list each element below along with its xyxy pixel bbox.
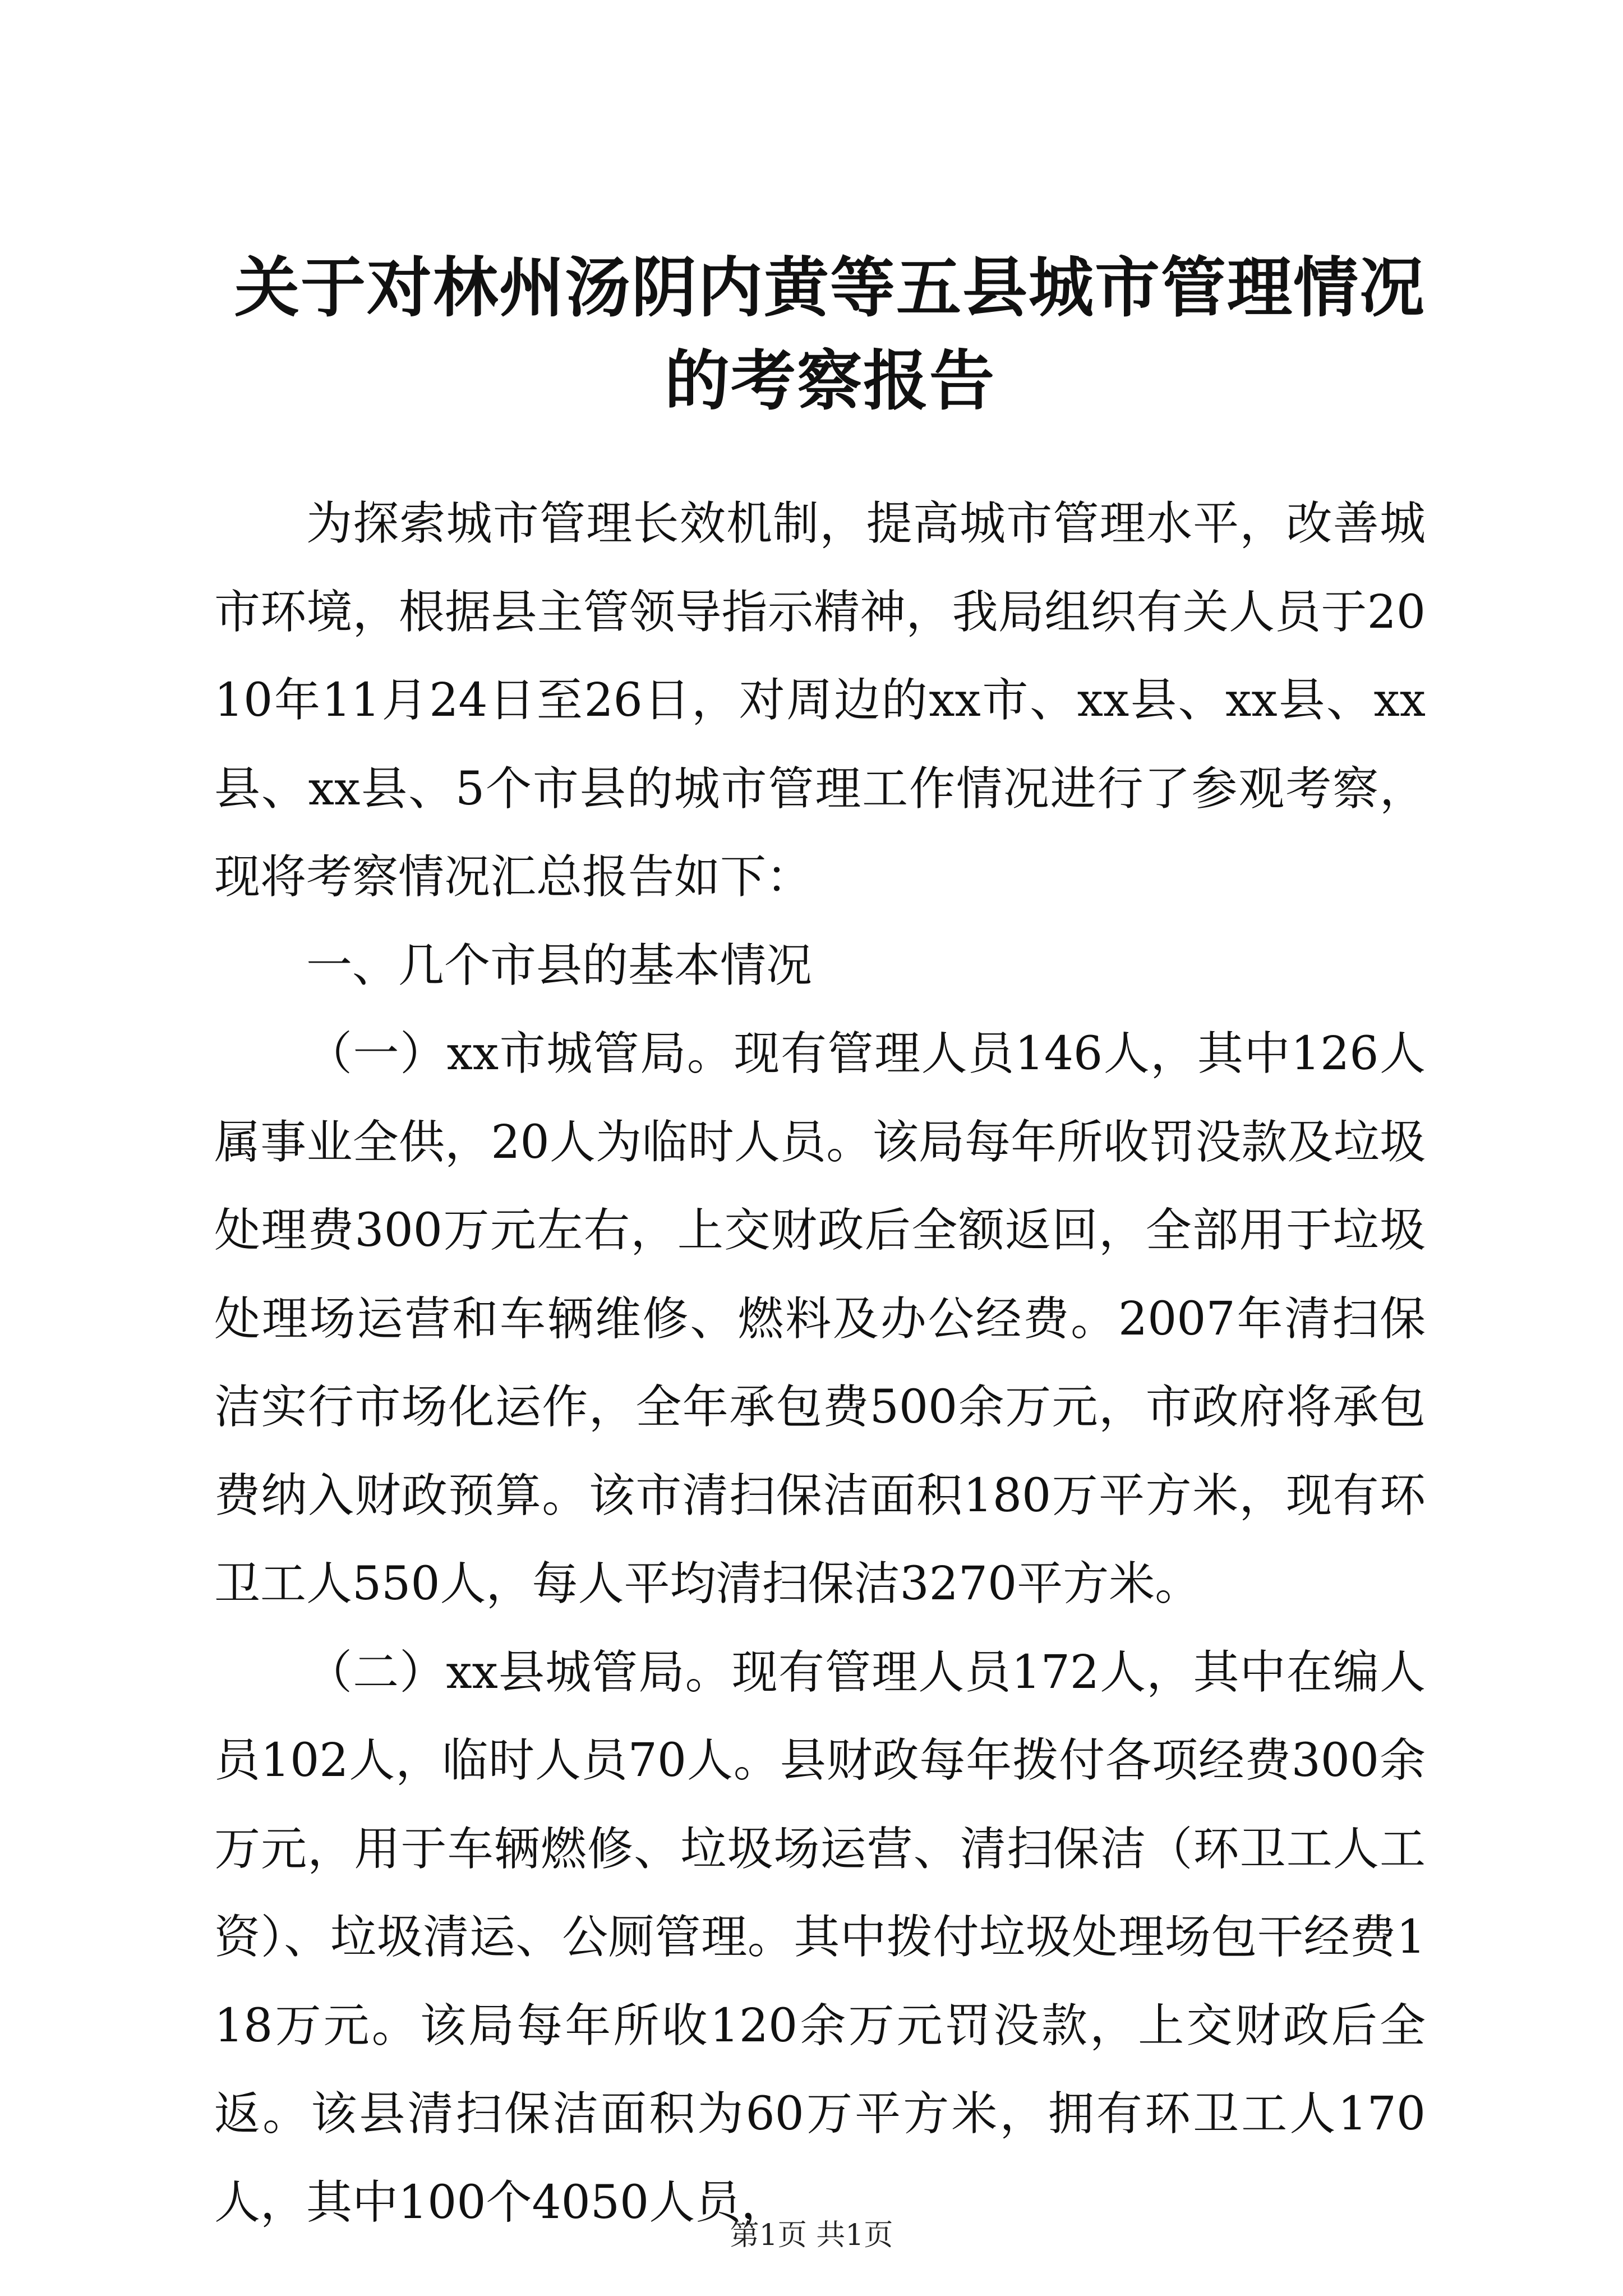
document-title: 关于对林州汤阴内黄等五县城市管理情况的考察报告: [234, 250, 1426, 419]
document-body: [214, 480, 1426, 2247]
paragraph-county-bureau: （二）xx县城管局。现有管理人员172人，其中在编人员102人，临时人员70人。县财政每年拨付各项经费300余万元，用于车辆燃修、垃圾场运营、清扫保洁（环卫工人工资）、垃圾清运、公厕管理。其中拨付垃圾处理场包干经费118万元。该局每年所收120余万元罚没款，上交财政后全返。该县清扫保洁面积为60万平方米，拥有环卫工人170人，其中100个4050人员，: [214, 1645, 1426, 2229]
section-heading: 一、几个市县的基本情况: [306, 938, 813, 992]
page-footer: 第1页 共1页: [730, 2219, 893, 2252]
paragraph-city-bureau: （一）xx市城管局。现有管理人员146人，其中126人属事业全供，20人为临时人员。该局每年所收罚没款及垃圾处理费300万元左右，上交财政后全额返回，全部用于垃圾处理场运营和车辆维修、燃料及办公经费。2007年清扫保洁实行市场化运作，全年承包费500余万元，市政府将承包费纳入财政预算。该市清扫保洁面积180万平方米，现有环卫工人550人，每人平均清扫保洁3270平方米。: [214, 1027, 1426, 1611]
intro-paragraph: 为探索城市管理长效机制，提高城市管理水平，改善城市环境，根据县主管领导指示精神，我局组织有关人员于2010年11月24日至26日，对周边的xx市、xx县、xx县、xx县、xx县、5个市县的城市管理工作情况进行了参观考察，现将考察情况汇总报告如下：: [214, 497, 1426, 904]
